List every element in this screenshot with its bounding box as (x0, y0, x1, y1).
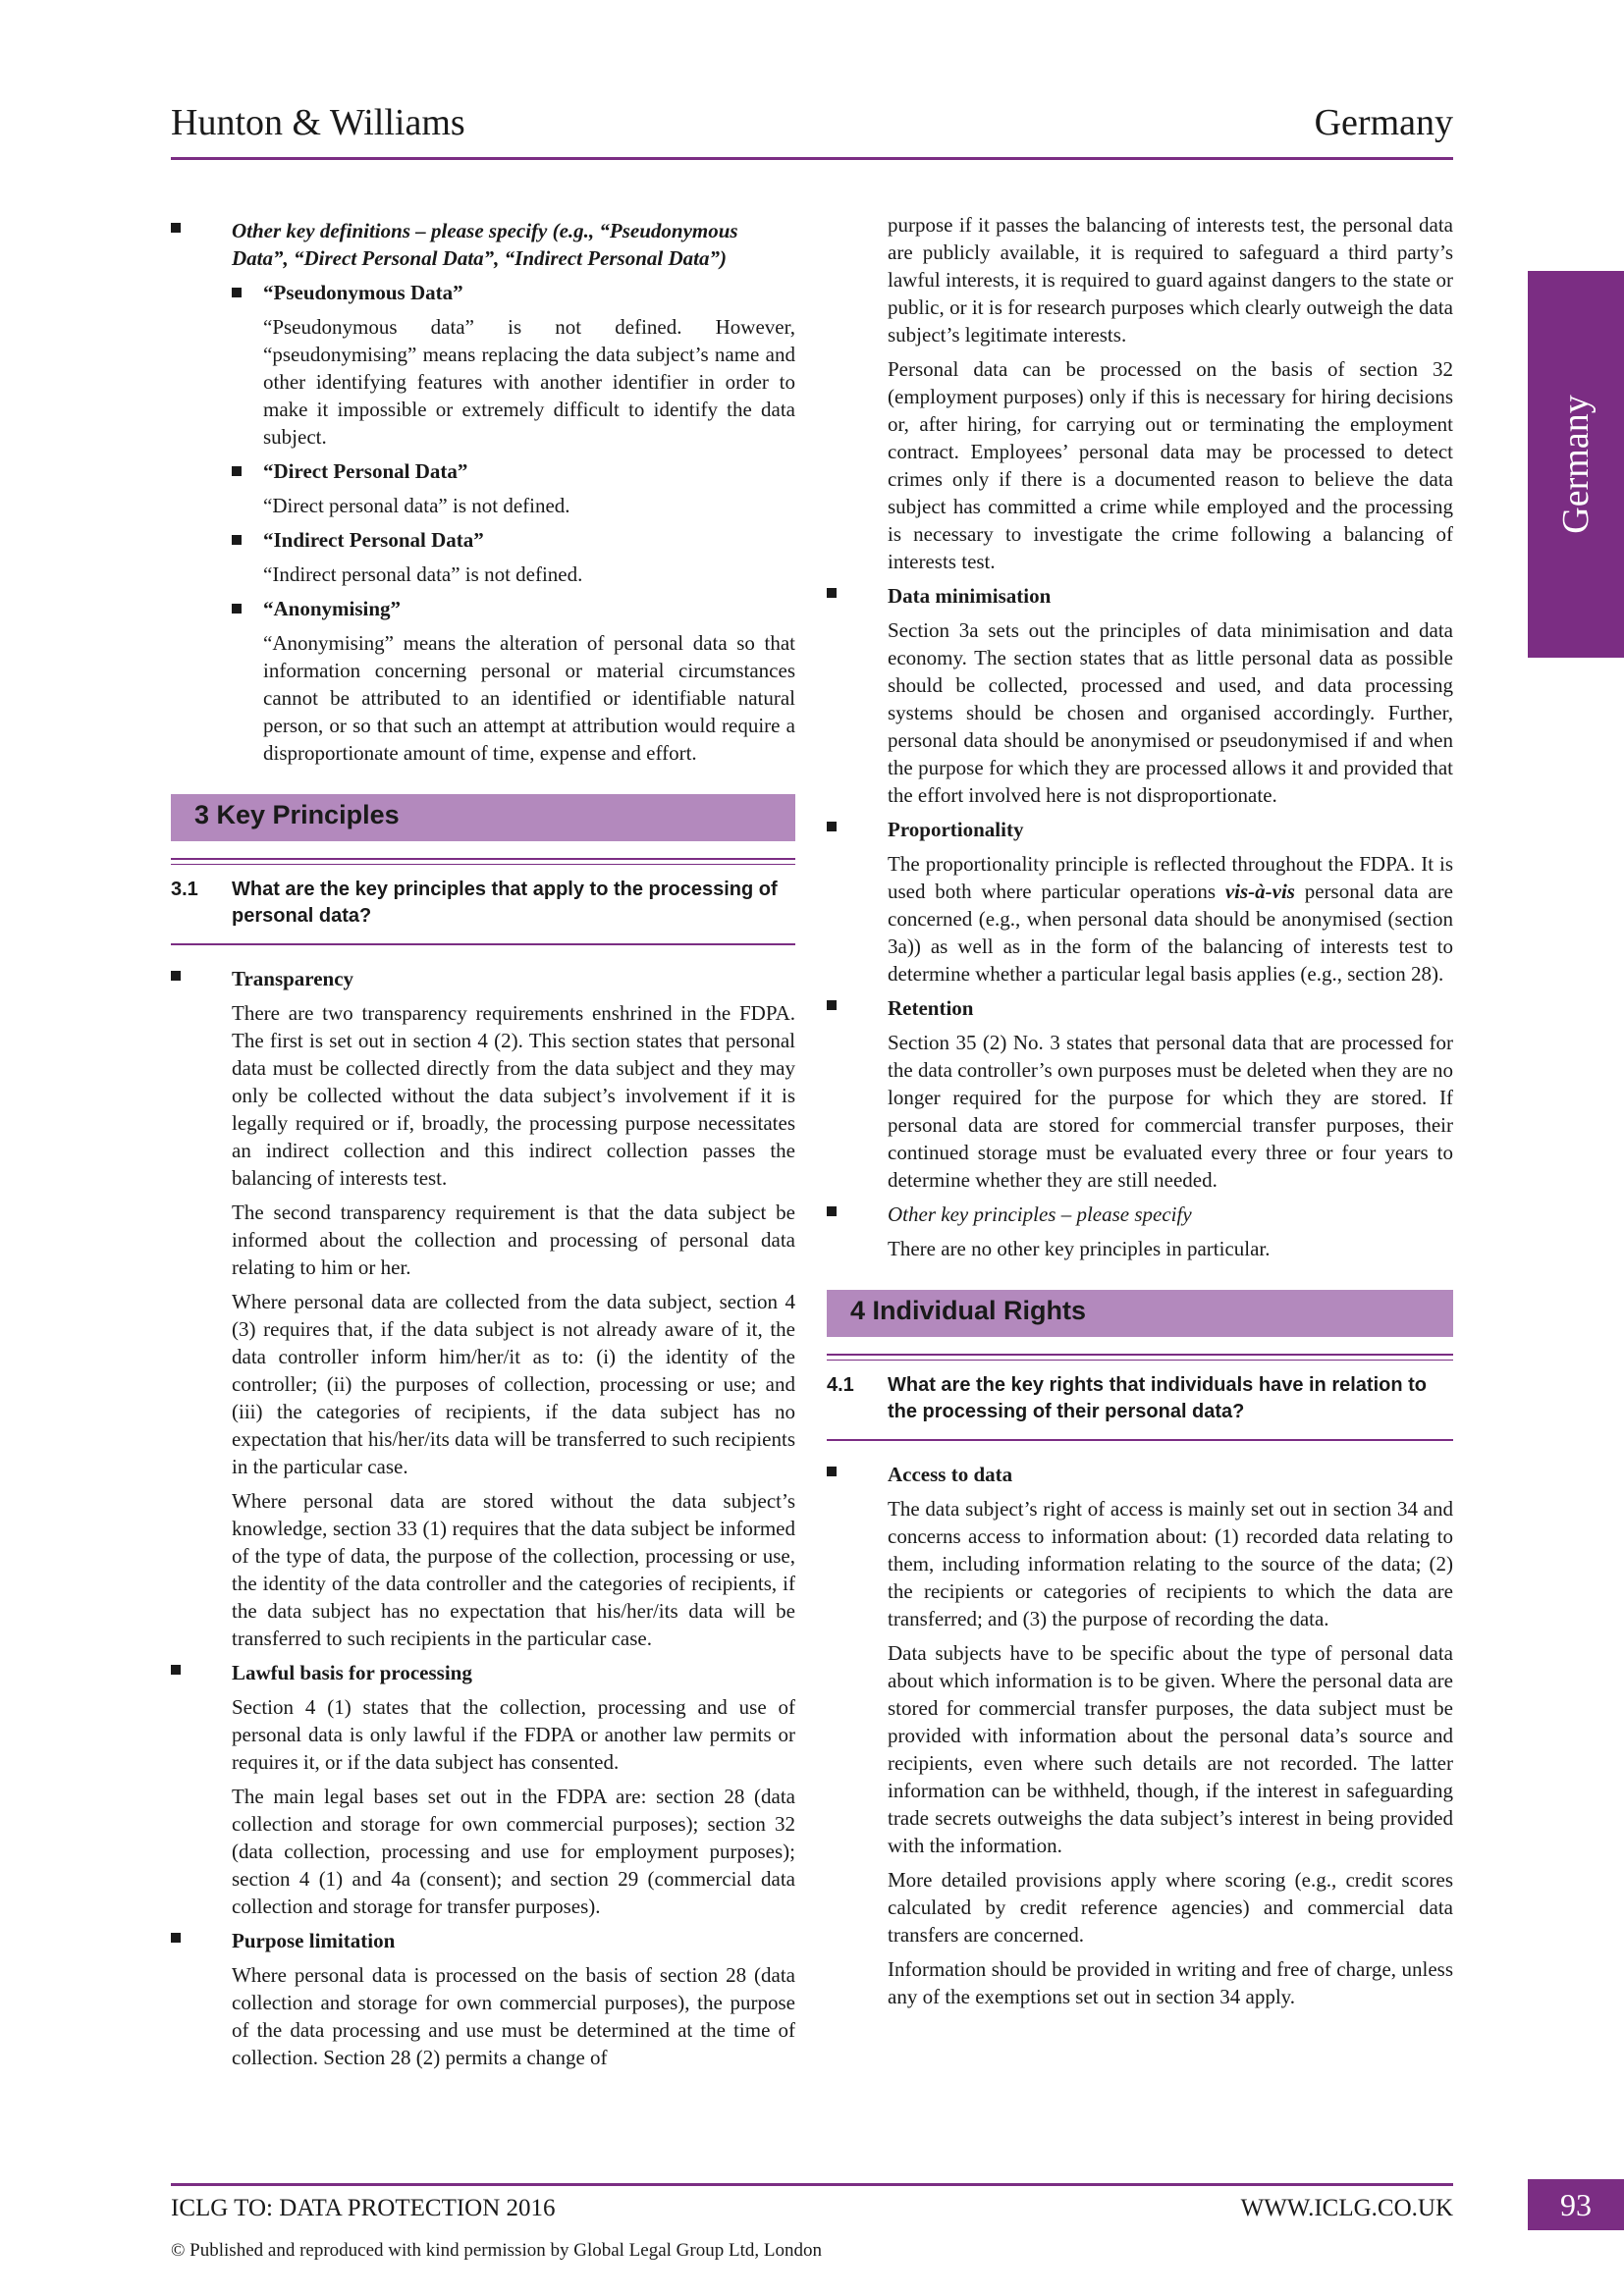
section-heading-text: 4 Individual Rights (850, 1296, 1087, 1325)
purpose-limitation-item (171, 1927, 795, 2071)
paragraph: The main legal bases set out in the FDPA are: section 28 (data collection and storage for own commercial purposes); section 32 (data collection, processing and use for employment purposes); section 4 (1) and 4a (consent); and section 29 (commercial data collection and storage for transfer purposes). (232, 1785, 795, 1918)
definition-title: “Anonymising” (263, 597, 402, 620)
item-title: Transparency (232, 967, 354, 990)
paragraph: The data subject’s right of access is mainly set out in section 34 and concerns access to information about: (1) recorded data relating to them, including information relating to the source of the data; (2) the recipients or categories of recipients to which the data are transferred; and (3) the purpose of recording the data. (888, 1497, 1453, 1630)
purpose-continuation (827, 211, 1453, 575)
bullet-square-icon (171, 971, 181, 981)
item-title: Access to data (888, 1463, 1013, 1486)
paragraph: Section 4 (1) states that the collection, processing and use of personal data is only lawful if the FDPA or another law permits or requires it, or if the data subject has consented. (232, 1695, 795, 1774)
definition-item (232, 595, 795, 767)
paragraph-part: personal data are concerned (e.g., when personal data should be anonymised (section 3a)) as well as in the form of the balancing of interests test to determine whether a particular legal basis applies (e.g., section 28). (888, 880, 1453, 986)
item-title: Lawful basis for processing (232, 1661, 472, 1684)
definition-item (232, 457, 795, 519)
access-to-data-item (827, 1461, 1453, 2010)
definition-item (232, 279, 795, 451)
paragraph: More detailed provisions apply where scoring (e.g., credit scores calculated by credit reference agencies) and commercial data transfers are concerned. (888, 1868, 1453, 1947)
bullet-square-icon (171, 1665, 181, 1675)
question-text: What are the key principles that apply to the processing of personal data? (232, 879, 778, 927)
emphasis-text: vis-à-vis (1224, 880, 1295, 903)
footer-rule (171, 2183, 1453, 2186)
country-side-tab (1528, 271, 1624, 658)
item-title: Retention (888, 996, 974, 1020)
paragraph: Where personal data is processed on the basis of section 28 (data collection and storage for own commercial purposes), the purpose of the data processing and use must be determined at the time of collection. Section 28 (2) permits a change of (232, 1963, 795, 2069)
item-title: Proportionality (888, 818, 1024, 841)
bullet-square-icon (232, 535, 242, 545)
footer-publication: ICLG TO: DATA PROTECTION 2016 (171, 2195, 556, 2221)
paragraph: There are no other key principles in particular. (888, 1237, 1271, 1260)
bullet-square-icon (827, 1000, 837, 1010)
bullet-square-icon (171, 1933, 181, 1943)
paragraph: Section 3a sets out the principles of data minimisation and data economy. The section states that as little personal data as possible should be collected, processed and used, and data processing systems should be chosen and organised accordingly. Further, personal data should be anonymised or pseudonymised if and when the purpose for which they are processed allows it and provided that the effort involved here is not disproportionate. (888, 618, 1453, 807)
item-title: Purpose limitation (232, 1929, 396, 1952)
header-rule (171, 157, 1453, 160)
section-heading-text: 3 Key Principles (194, 800, 400, 829)
question-rule-thin (827, 1360, 1453, 1361)
bullet-square-icon (827, 588, 837, 598)
bullet-square-icon (232, 288, 242, 297)
bullet-square-icon (171, 223, 181, 233)
definition-title: “Indirect Personal Data” (263, 528, 484, 552)
item-title: Other key principles – please specify (888, 1202, 1192, 1226)
side-tab-label: Germany (1555, 395, 1597, 534)
item-title: Data minimisation (888, 584, 1052, 608)
page-number: 93 (1560, 2187, 1592, 2222)
page-number-box (1528, 2179, 1624, 2230)
proportionality-item (827, 816, 1453, 988)
other-principles-item (827, 1201, 1453, 1262)
question-rule (171, 943, 795, 945)
question-number: 4.1 (827, 1374, 854, 1396)
paragraph: Data subjects have to be specific about the type of personal data about which information is to be given. Where the personal data are stored for commercial transfer purposes, the data subject must be provided with information about the personal data’s source and recipients, even where such details are not recorded. The latter information can be withheld, though, if the interest in safeguarding trade secrets outweighs the data subject’s interest in being provided with the information. (888, 1641, 1453, 1857)
definition-text: “Pseudonymous data” is not defined. However, “pseudonymising” means replacing the data subject’s name and other identifying features with another identifier in order to make it impossible or extremely difficult to identify the data subject. (263, 315, 795, 449)
question-text: What are the key rights that individuals have in relation to the processing of their personal data? (888, 1374, 1427, 1422)
retention-item (827, 994, 1453, 1194)
paragraph: purpose if it passes the balancing of interests test, the personal data are publicly available, it is required to safeguard a third party’s lawful interests, it is required to guard against dangers to the state or public, or it is for research purposes which clearly outweigh the data subject’s legitimate interests. (888, 213, 1453, 347)
paragraph: There are two transparency requirements enshrined in the FDPA. The first is set out in section 4 (2). This section states that personal data must be collected directly from the data subject and they may only be collected without the data subject’s involvement if it is legally required or if, broadly, the processing purpose necessitates an indirect collection and this indirect collection passes the balancing of interests test. (232, 1001, 795, 1190)
paragraph: The second transparency requirement is that the data subject be informed about the collection and processing of personal data relating to him or her. (232, 1201, 795, 1279)
paragraph (888, 850, 1453, 988)
bullet-square-icon (827, 822, 837, 831)
paragraph: Personal data can be processed on the basis of section 32 (employment purposes) only if this is necessary for hiring decisions or, after hiring, for carrying out or terminating the employment contract. Employees’ personal data may be processed to detect crimes only if there is a documented reason to believe the data subject has committed a crime while employed and the processing is necessary to investigate the crime following a balancing of interests test. (888, 357, 1453, 573)
question-rule (827, 1439, 1453, 1441)
definition-title: “Direct Personal Data” (263, 459, 468, 483)
paragraph: Where personal data are collected from the data subject, section 4 (3) requires that, if the data subject is not already aware of it, the data controller inform him/her/it as to: (i) the identity of the controller; (ii) the purposes of collection, processing or use; and (iii) the categories of recipients, if the data subject has no expectation that his/her/its data will be transferred to such recipients in the particular case. (232, 1290, 795, 1478)
header-country: Germany (1314, 102, 1453, 143)
definition-text: “Indirect personal data” is not defined. (263, 562, 583, 586)
paragraph: Section 35 (2) No. 3 states that personal data that are processed for the data controller’s own purposes must be deleted when they are no longer required for the purpose for which they are stored. If personal data are stored for commercial transfer purposes, their continued storage must be evaluated every three or four years to determine whether they are still needed. (888, 1031, 1453, 1192)
section-heading-individual-rights (827, 1290, 1453, 1337)
question-number: 3.1 (171, 879, 198, 900)
definition-item (232, 526, 795, 588)
paragraph: Information should be provided in writing and free of charge, unless any of the exemptions set out in section 34 apply. (888, 1957, 1453, 2008)
definition-text: “Direct personal data” is not defined. (263, 494, 570, 517)
bullet-square-icon (827, 1467, 837, 1476)
question-rule (827, 1354, 1453, 1356)
question-rule (171, 858, 795, 860)
data-minimisation-item (827, 582, 1453, 809)
bullet-square-icon (232, 466, 242, 476)
section-heading-key-principles (171, 794, 795, 841)
question-3-1 (171, 877, 795, 930)
lawful-basis-item (171, 1659, 795, 1920)
left-column (171, 211, 795, 2078)
transparency-item (171, 965, 795, 1652)
paragraph-part: The proportionality principle is reflected throughout the FDPA. It is used both where particular operations (888, 852, 1453, 903)
header-firm-name: Hunton & Williams (171, 102, 465, 143)
question-rule-thin (171, 864, 795, 865)
other-definitions-item (171, 217, 795, 767)
footer-copyright: © Published and reproduced with kind permission by Global Legal Group Ltd, London (171, 2240, 822, 2261)
right-column (827, 211, 1453, 2017)
footer-url: WWW.ICLG.CO.UK (1240, 2195, 1453, 2221)
bullet-square-icon (827, 1206, 837, 1216)
question-4-1 (827, 1372, 1453, 1425)
definition-text: “Anonymising” means the alteration of personal data so that information concerning personal or material circumstances cannot be attributed to an identified or identifiable natural person, or so that such an attempt at attribution would require a disproportionate amount of time, expense and effort. (263, 631, 795, 765)
paragraph: Where personal data are stored without the data subject’s knowledge, section 33 (1) requires that the data subject be informed of the type of data, the purpose of the collection, processing or use, the identity of the data controller and the categories of recipients, if the data subject has no expectation that his/her/its data will be transferred to such recipients in the particular case. (232, 1489, 795, 1650)
bullet-square-icon (232, 604, 242, 614)
definition-title: “Pseudonymous Data” (263, 281, 463, 304)
other-definitions-title: Other key definitions – please specify (e.g., “Pseudonymous Data”, “Direct Personal Data”, “Indirect Personal Data”) (232, 219, 738, 270)
